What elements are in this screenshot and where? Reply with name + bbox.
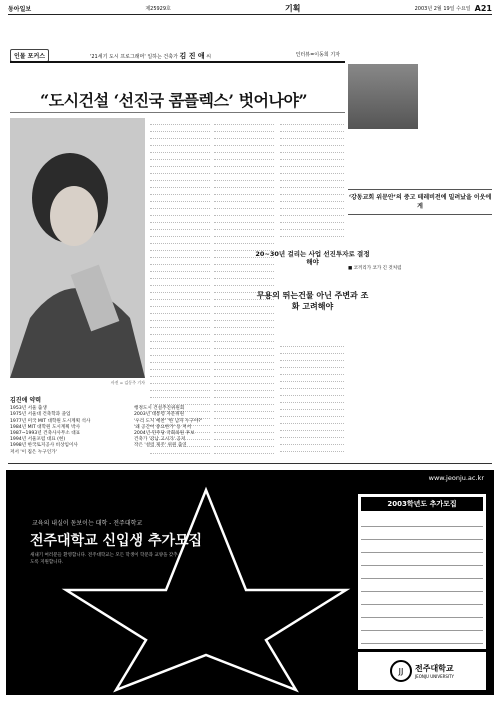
text-line <box>280 146 344 153</box>
text-line <box>214 370 274 377</box>
text-line <box>150 118 210 125</box>
profile-item: 1953년 서울 출생 <box>10 406 47 412</box>
text-line <box>280 354 344 361</box>
text-line <box>280 445 344 452</box>
text-line <box>214 174 274 181</box>
text-line <box>280 410 344 417</box>
profile-list <box>10 398 250 456</box>
profile-item: 1977년 미국 MIT 대학원 도시계획 석사 <box>10 418 91 424</box>
page-number: A21 <box>474 3 492 13</box>
person-suffix: 씨 <box>206 54 212 60</box>
text-line <box>214 223 274 230</box>
text-line <box>280 389 344 396</box>
divider <box>10 61 345 63</box>
ad-slogan: 교육의 내실이 돋보이는 대학 - 전주대학교 <box>32 520 143 527</box>
text-line <box>280 139 344 146</box>
table-row <box>361 566 483 579</box>
text-line <box>150 181 210 188</box>
logo-icon: JJ <box>390 660 412 682</box>
text-line <box>214 328 274 335</box>
text-line <box>280 160 344 167</box>
text-line <box>214 384 274 391</box>
text-line <box>150 314 210 321</box>
text-line <box>150 349 210 356</box>
profile-item: 2004년 민주당 국회의원 후보 <box>134 431 195 437</box>
table-title: 2003학년도 추가모집 <box>361 497 483 511</box>
text-line <box>214 342 274 349</box>
body-column-4 <box>280 340 344 458</box>
text-line <box>280 202 344 209</box>
sidebar-tag: ■ 코끼리가 코가 긴 것처럼 <box>348 266 402 271</box>
page-header <box>8 2 492 15</box>
text-line <box>214 279 274 286</box>
text-line <box>280 340 344 347</box>
ad-body: 새내기 여러분들 환영합니다. 전주대학교는 모든 학생이 학문과 교양을 갖추도록 지원합니다. <box>30 553 178 565</box>
text-line <box>280 132 344 139</box>
text-line <box>214 118 274 125</box>
text-line <box>150 384 210 391</box>
profile-item: 저서 '이 집은 누구인가' <box>10 449 57 455</box>
issue-number: 제25929호 <box>145 5 171 12</box>
text-line <box>214 125 274 132</box>
profile-item: 1984년 MIT 대학원 도시계획 박사 <box>10 424 81 430</box>
text-line <box>214 391 274 398</box>
profile-item: 2003년 대통령 자문위원 <box>134 412 185 418</box>
table-row <box>361 514 483 527</box>
text-line <box>280 424 344 431</box>
text-line <box>280 153 344 160</box>
university-ad <box>6 470 494 695</box>
photo-caption: 사진 = 김동주 기자 <box>110 380 145 385</box>
profile-item: 1975년 서울대 건축학과 졸업 <box>10 412 71 418</box>
body-column-3 <box>280 118 344 238</box>
profile-item: 1994년 서울포럼 대표 (현) <box>10 437 66 443</box>
text-line <box>150 258 210 265</box>
table-row <box>361 540 483 553</box>
profile-right <box>134 406 250 456</box>
text-line <box>280 237 344 238</box>
text-line <box>150 335 210 342</box>
text-line <box>214 146 274 153</box>
logo-text: 전주대학교 <box>415 664 454 673</box>
text-line <box>150 195 210 202</box>
text-line <box>150 342 210 349</box>
table-row <box>361 579 483 592</box>
profile-item: 행정도시 건설추진위원회 <box>134 406 185 412</box>
headline: “도시건설 ‘선진국 콤플렉스’ 벗어나야” <box>40 91 308 110</box>
byline <box>90 51 211 61</box>
text-line <box>150 307 210 314</box>
text-line <box>150 293 210 300</box>
text-line <box>280 382 344 389</box>
text-line <box>214 160 274 167</box>
text-line <box>214 356 274 363</box>
table-row <box>361 553 483 566</box>
paper-name: 동아일보 <box>8 5 32 13</box>
text-line <box>150 167 210 174</box>
text-line <box>150 160 210 167</box>
text-line <box>214 363 274 370</box>
text-line <box>214 349 274 356</box>
text-line <box>280 118 344 125</box>
text-line <box>150 216 210 223</box>
text-line <box>150 132 210 139</box>
text-line <box>214 272 274 279</box>
text-line <box>214 321 274 328</box>
text-line <box>150 279 210 286</box>
feature-label: 인물 포커스 <box>10 49 49 62</box>
sidebar-title: ‘강동교회 위문안’의 중고 테레비전에 밀려났을 이웃에게 <box>348 189 492 215</box>
text-line <box>150 377 210 384</box>
text-line <box>150 370 210 377</box>
text-line <box>214 335 274 342</box>
profile-item: '왜 공간이 중요한가' 등 저서 <box>134 424 192 430</box>
byline-prefix: '21세기 도시 프로그래머' 일하는 건축가 <box>90 54 178 60</box>
sidebar <box>348 64 492 271</box>
text-line <box>150 363 210 370</box>
text-line <box>280 181 344 188</box>
text-line <box>280 438 344 445</box>
text-line <box>280 361 344 368</box>
pull-quote-small: 20~30년 걸리는 사업 선진투자로 결정해야 <box>255 250 370 266</box>
text-line <box>280 417 344 424</box>
text-line <box>280 223 344 230</box>
text-line <box>214 167 274 174</box>
admission-table <box>358 494 486 649</box>
ad-headline: 전주대학교 신입생 추가모집 <box>30 533 203 549</box>
text-line <box>150 188 210 195</box>
text-line <box>150 251 210 258</box>
text-line <box>150 174 210 181</box>
text-line <box>280 125 344 132</box>
text-line <box>280 403 344 410</box>
table-row <box>361 527 483 540</box>
text-line <box>150 244 210 251</box>
text-line <box>214 265 274 272</box>
interviewer: 인터뷰=이동희 기자 <box>295 52 340 58</box>
page-date: 2003년 2월 19일 수요일 <box>414 5 471 12</box>
table-row <box>361 618 483 631</box>
text-line <box>280 174 344 181</box>
text-line <box>150 272 210 279</box>
text-line <box>150 202 210 209</box>
text-line <box>214 188 274 195</box>
divider <box>10 112 345 113</box>
profile-item: 건축가 '강남 고시가' 공저 <box>134 437 186 443</box>
text-line <box>280 209 344 216</box>
text-line <box>150 230 210 237</box>
profile-heading: 김진애 약력 <box>10 397 42 404</box>
text-line <box>280 375 344 382</box>
text-line <box>280 452 344 458</box>
text-line <box>150 300 210 307</box>
text-line <box>150 223 210 230</box>
text-line <box>150 237 210 244</box>
text-line <box>214 314 274 321</box>
text-line <box>214 195 274 202</box>
profile-item: 작은 '설렁 제주' 위원 출연 <box>134 443 187 449</box>
text-line <box>150 209 210 216</box>
profile-item: 1998년 한국토지공사 비상임이사 <box>10 443 78 449</box>
text-line <box>150 146 210 153</box>
text-line <box>214 181 274 188</box>
text-line <box>214 230 274 237</box>
text-line <box>150 139 210 146</box>
table-row <box>361 605 483 618</box>
table-row <box>361 631 483 644</box>
text-line <box>214 139 274 146</box>
text-line <box>214 132 274 139</box>
text-line <box>280 431 344 438</box>
sidebar-photo <box>348 64 418 129</box>
text-line <box>150 153 210 160</box>
text-line <box>214 153 274 160</box>
text-line <box>280 230 344 237</box>
section-title: 기획 <box>285 2 301 13</box>
text-line <box>280 167 344 174</box>
portrait-photo <box>10 118 145 378</box>
text-line <box>150 286 210 293</box>
profile-item: '우리 도시 예찬' '한 남자 누구야?' <box>134 418 203 424</box>
profile-item: 1987~1993년 건축사사무소 대표 <box>10 431 81 437</box>
text-line <box>214 377 274 384</box>
ad-url[interactable]: www.jeonju.ac.kr <box>428 474 484 482</box>
text-line <box>150 265 210 272</box>
text-line <box>280 347 344 354</box>
text-line <box>150 391 210 398</box>
text-line <box>150 125 210 132</box>
text-line <box>214 202 274 209</box>
text-line <box>280 396 344 403</box>
text-line <box>214 237 274 244</box>
text-line <box>150 321 210 328</box>
text-line <box>214 216 274 223</box>
profile-left <box>10 406 126 456</box>
divider <box>8 463 492 464</box>
text-line <box>280 368 344 375</box>
logo-subtext: JEONJU UNIVERSITY <box>415 674 454 679</box>
text-line <box>280 188 344 195</box>
text-line <box>150 328 210 335</box>
text-line <box>150 356 210 363</box>
pull-quote-big: 무용의 뛰는건물 아닌 주변과 조화 고려해야 <box>256 291 369 311</box>
table-row <box>361 592 483 605</box>
text-line <box>214 209 274 216</box>
university-logo <box>358 652 486 690</box>
text-line <box>280 216 344 223</box>
person-name: 김 진 애 <box>179 52 205 60</box>
text-line <box>280 195 344 202</box>
